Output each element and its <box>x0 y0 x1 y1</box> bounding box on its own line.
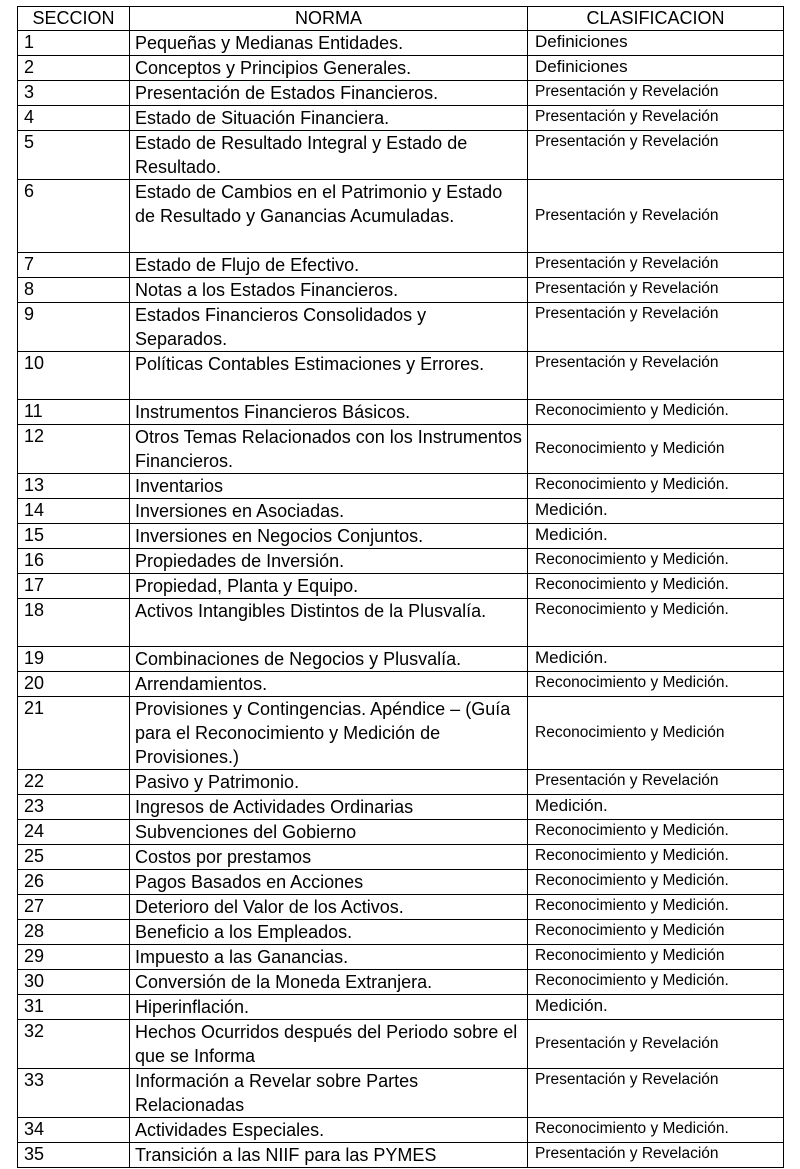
norma-cell: Notas a los Estados Financieros. <box>130 278 528 303</box>
table-row <box>18 970 784 995</box>
seccion-cell: 15 <box>18 524 130 549</box>
norma-cell: Pagos Basados en Acciones <box>130 870 528 895</box>
header-clasificacion: CLASIFICACION <box>528 7 784 31</box>
norma-cell: Inventarios <box>130 474 528 499</box>
seccion-cell: 10 <box>18 352 130 400</box>
clasificacion-cell: Reconocimiento y Medición <box>528 945 784 970</box>
norma-cell: Propiedades de Inversión. <box>130 549 528 574</box>
norma-cell: Instrumentos Financieros Básicos. <box>130 400 528 425</box>
table-row <box>18 1118 784 1143</box>
table-row <box>18 895 784 920</box>
table-row <box>18 106 784 131</box>
norma-cell: Impuesto a las Ganancias. <box>130 945 528 970</box>
clasificacion-cell: Reconocimiento y Medición <box>528 697 784 770</box>
seccion-cell: 19 <box>18 647 130 672</box>
seccion-cell: 25 <box>18 845 130 870</box>
norma-cell: Transición a las NIIF para las PYMES <box>130 1143 528 1168</box>
clasificacion-cell: Presentación y Revelación <box>528 131 784 180</box>
clasificacion-cell: Reconocimiento y Medición. <box>528 549 784 574</box>
clasificacion-cell: Medición. <box>528 499 784 524</box>
clasificacion-cell: Medición. <box>528 995 784 1020</box>
norma-cell: Conversión de la Moneda Extranjera. <box>130 970 528 995</box>
seccion-cell: 23 <box>18 795 130 820</box>
norma-cell: Políticas Contables Estimaciones y Errores. <box>130 352 528 400</box>
table-row <box>18 31 784 56</box>
seccion-cell: 5 <box>18 131 130 180</box>
table-row <box>18 425 784 474</box>
clasificacion-cell: Reconocimiento y Medición. <box>528 574 784 599</box>
norma-cell: Estados Financieros Consolidados y Separados. <box>130 303 528 352</box>
table-row <box>18 303 784 352</box>
clasificacion-cell: Presentación y Revelación <box>528 1069 784 1118</box>
norma-cell: Combinaciones de Negocios y Plusvalía. <box>130 647 528 672</box>
norma-cell: Provisiones y Contingencias. Apéndice – (Guía para el Reconocimiento y Medición de Provisiones.) <box>130 697 528 770</box>
seccion-cell: 2 <box>18 56 130 81</box>
norma-cell: Hiperinflación. <box>130 995 528 1020</box>
table-row <box>18 697 784 770</box>
norma-cell: Estado de Cambios en el Patrimonio y Estado de Resultado y Ganancias Acumuladas. <box>130 180 528 253</box>
norma-cell: Otros Temas Relacionados con los Instrumentos Financieros. <box>130 425 528 474</box>
clasificacion-cell: Reconocimiento y Medición <box>528 920 784 945</box>
table-row <box>18 995 784 1020</box>
seccion-cell: 12 <box>18 425 130 474</box>
normas-table <box>17 6 784 1168</box>
table-row <box>18 820 784 845</box>
table-row <box>18 1069 784 1118</box>
seccion-cell: 13 <box>18 474 130 499</box>
table-row <box>18 549 784 574</box>
seccion-cell: 6 <box>18 180 130 253</box>
norma-cell: Propiedad, Planta y Equipo. <box>130 574 528 599</box>
table-row <box>18 352 784 400</box>
seccion-cell: 35 <box>18 1143 130 1168</box>
clasificacion-cell: Presentación y Revelación <box>528 253 784 278</box>
table-row <box>18 524 784 549</box>
norma-cell: Información a Revelar sobre Partes Relacionadas <box>130 1069 528 1118</box>
seccion-cell: 9 <box>18 303 130 352</box>
seccion-cell: 3 <box>18 81 130 106</box>
clasificacion-cell: Presentación y Revelación <box>528 352 784 400</box>
clasificacion-cell: Reconocimiento y Medición. <box>528 1118 784 1143</box>
seccion-cell: 8 <box>18 278 130 303</box>
seccion-cell: 11 <box>18 400 130 425</box>
seccion-cell: 21 <box>18 697 130 770</box>
table-row <box>18 672 784 697</box>
norma-cell: Costos por prestamos <box>130 845 528 870</box>
clasificacion-cell: Presentación y Revelación <box>528 1143 784 1168</box>
clasificacion-cell: Medición. <box>528 524 784 549</box>
table-row <box>18 131 784 180</box>
clasificacion-cell: Presentación y Revelación <box>528 81 784 106</box>
seccion-cell: 27 <box>18 895 130 920</box>
norma-cell: Deterioro del Valor de los Activos. <box>130 895 528 920</box>
table-row <box>18 870 784 895</box>
table-row <box>18 81 784 106</box>
header-seccion: SECCION <box>18 7 130 31</box>
clasificacion-cell: Reconocimiento y Medición. <box>528 870 784 895</box>
norma-cell: Estado de Situación Financiera. <box>130 106 528 131</box>
table-row <box>18 647 784 672</box>
clasificacion-cell: Medición. <box>528 795 784 820</box>
norma-cell: Ingresos de Actividades Ordinarias <box>130 795 528 820</box>
table-row <box>18 253 784 278</box>
seccion-cell: 29 <box>18 945 130 970</box>
seccion-cell: 28 <box>18 920 130 945</box>
seccion-cell: 30 <box>18 970 130 995</box>
seccion-cell: 26 <box>18 870 130 895</box>
table-row <box>18 845 784 870</box>
norma-cell: Pasivo y Patrimonio. <box>130 770 528 795</box>
table-row <box>18 599 784 647</box>
clasificacion-cell: Presentación y Revelación <box>528 278 784 303</box>
clasificacion-cell: Reconocimiento y Medición. <box>528 845 784 870</box>
seccion-cell: 22 <box>18 770 130 795</box>
norma-cell: Estado de Flujo de Efectivo. <box>130 253 528 278</box>
norma-cell: Pequeñas y Medianas Entidades. <box>130 31 528 56</box>
table-row <box>18 920 784 945</box>
norma-cell: Beneficio a los Empleados. <box>130 920 528 945</box>
table-row <box>18 56 784 81</box>
norma-cell: Conceptos y Principios Generales. <box>130 56 528 81</box>
seccion-cell: 24 <box>18 820 130 845</box>
norma-cell: Presentación de Estados Financieros. <box>130 81 528 106</box>
clasificacion-cell: Reconocimiento y Medición. <box>528 895 784 920</box>
clasificacion-cell: Reconocimiento y Medición. <box>528 400 784 425</box>
clasificacion-cell: Presentación y Revelación <box>528 180 784 253</box>
seccion-cell: 7 <box>18 253 130 278</box>
table-row <box>18 400 784 425</box>
norma-cell: Inversiones en Negocios Conjuntos. <box>130 524 528 549</box>
header-row <box>18 7 784 31</box>
norma-cell: Hechos Ocurridos después del Periodo sobre el que se Informa <box>130 1020 528 1069</box>
seccion-cell: 33 <box>18 1069 130 1118</box>
seccion-cell: 16 <box>18 549 130 574</box>
seccion-cell: 1 <box>18 31 130 56</box>
norma-cell: Activos Intangibles Distintos de la Plusvalía. <box>130 599 528 647</box>
clasificacion-cell: Presentación y Revelación <box>528 1020 784 1069</box>
clasificacion-cell: Definiciones <box>528 31 784 56</box>
seccion-cell: 4 <box>18 106 130 131</box>
clasificacion-cell: Reconocimiento y Medición. <box>528 599 784 647</box>
norma-cell: Inversiones en Asociadas. <box>130 499 528 524</box>
clasificacion-cell: Reconocimiento y Medición <box>528 425 784 474</box>
norma-cell: Arrendamientos. <box>130 672 528 697</box>
clasificacion-cell: Reconocimiento y Medición. <box>528 474 784 499</box>
seccion-cell: 20 <box>18 672 130 697</box>
header-norma: NORMA <box>130 7 528 31</box>
clasificacion-cell: Medición. <box>528 647 784 672</box>
table-row <box>18 795 784 820</box>
norma-cell: Actividades Especiales. <box>130 1118 528 1143</box>
norma-cell: Estado de Resultado Integral y Estado de Resultado. <box>130 131 528 180</box>
clasificacion-cell: Presentación y Revelación <box>528 303 784 352</box>
table-row <box>18 945 784 970</box>
table-row <box>18 770 784 795</box>
clasificacion-cell: Presentación y Revelación <box>528 106 784 131</box>
seccion-cell: 31 <box>18 995 130 1020</box>
table-row <box>18 574 784 599</box>
clasificacion-cell: Definiciones <box>528 56 784 81</box>
seccion-cell: 18 <box>18 599 130 647</box>
table-row <box>18 278 784 303</box>
clasificacion-cell: Presentación y Revelación <box>528 770 784 795</box>
table-row <box>18 1143 784 1168</box>
table-row <box>18 1020 784 1069</box>
clasificacion-cell: Reconocimiento y Medición. <box>528 970 784 995</box>
table-row <box>18 499 784 524</box>
seccion-cell: 14 <box>18 499 130 524</box>
norma-cell: Subvenciones del Gobierno <box>130 820 528 845</box>
seccion-cell: 17 <box>18 574 130 599</box>
seccion-cell: 34 <box>18 1118 130 1143</box>
table-row <box>18 180 784 253</box>
clasificacion-cell: Reconocimiento y Medición. <box>528 820 784 845</box>
seccion-cell: 32 <box>18 1020 130 1069</box>
table-row <box>18 474 784 499</box>
clasificacion-cell: Reconocimiento y Medición. <box>528 672 784 697</box>
